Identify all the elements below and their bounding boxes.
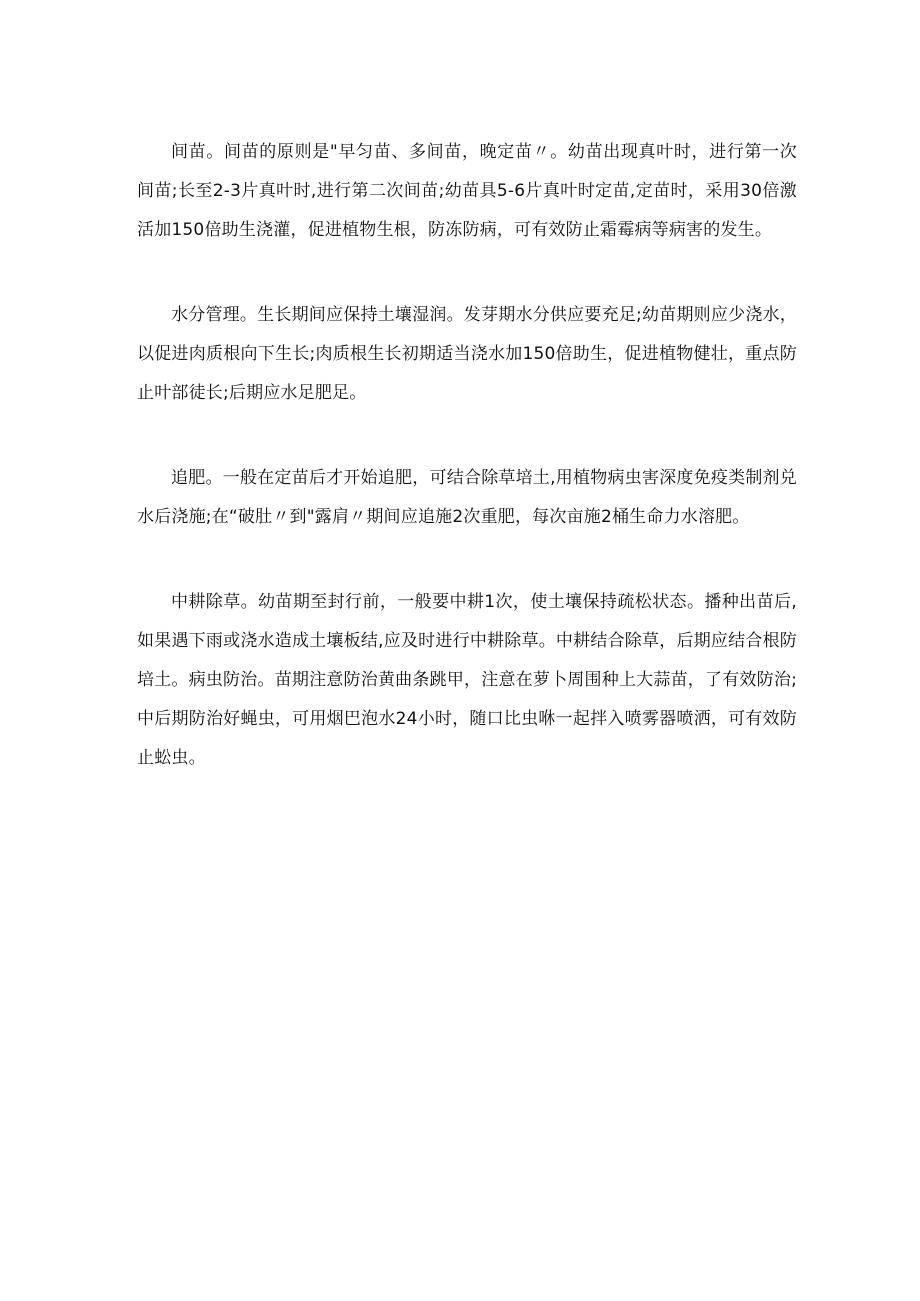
paragraph-fertilizing: 追肥。一般在定苗后才开始追肥，可结合除草培土,用植物病虫害深度免疫类制剂兑水后浇施;在“破肚〃到"露肩〃期间应追施2次重肥，每次亩施2桶生命力水溶肥。 (137, 468, 797, 527)
document-body (137, 133, 797, 778)
paragraph-weeding-pest-control: 中耕除草。幼苗期至封行前，一般要中耕1次，使土壤保持疏松状态。播种出苗后,如果遇下雨或浇水造成土壤板结,应及时进行中耕除草。中耕结合除草，后期应结合根防培土。病虫防治。苗期注意防治黄曲条跳甲，注意在萝卜周围种上大蒜苗，了有效防治;中后期防治好蝇虫，可用烟巴泡水24小时，随口比虫咻一起拌入喷雾器喷洒，可有效防止蚣虫。 (137, 592, 797, 768)
paragraph-water-management: 水分管理。生长期间应保持土壤湿润。发芽期水分供应要充足;幼苗期则应少浇水，以促进肉质根向下生长;肉质根生长初期适当浇水加150倍助生，促进植物健壮，重点防止叶部徒长;后期应水足肥足。 (137, 305, 797, 403)
paragraph-thinning: 间苗。间苗的原则是"早匀苗、多间苗，晚定苗〃。幼苗出现真叶时，进行第一次间苗;长至2-3片真叶时,进行第二次间苗;幼苗具5-6片真叶时定苗,定苗时，采用30倍激活加150倍助生浇灌，促进植物生根，防冻防病，可有效防止霜霉病等病害的发生。 (137, 142, 797, 240)
